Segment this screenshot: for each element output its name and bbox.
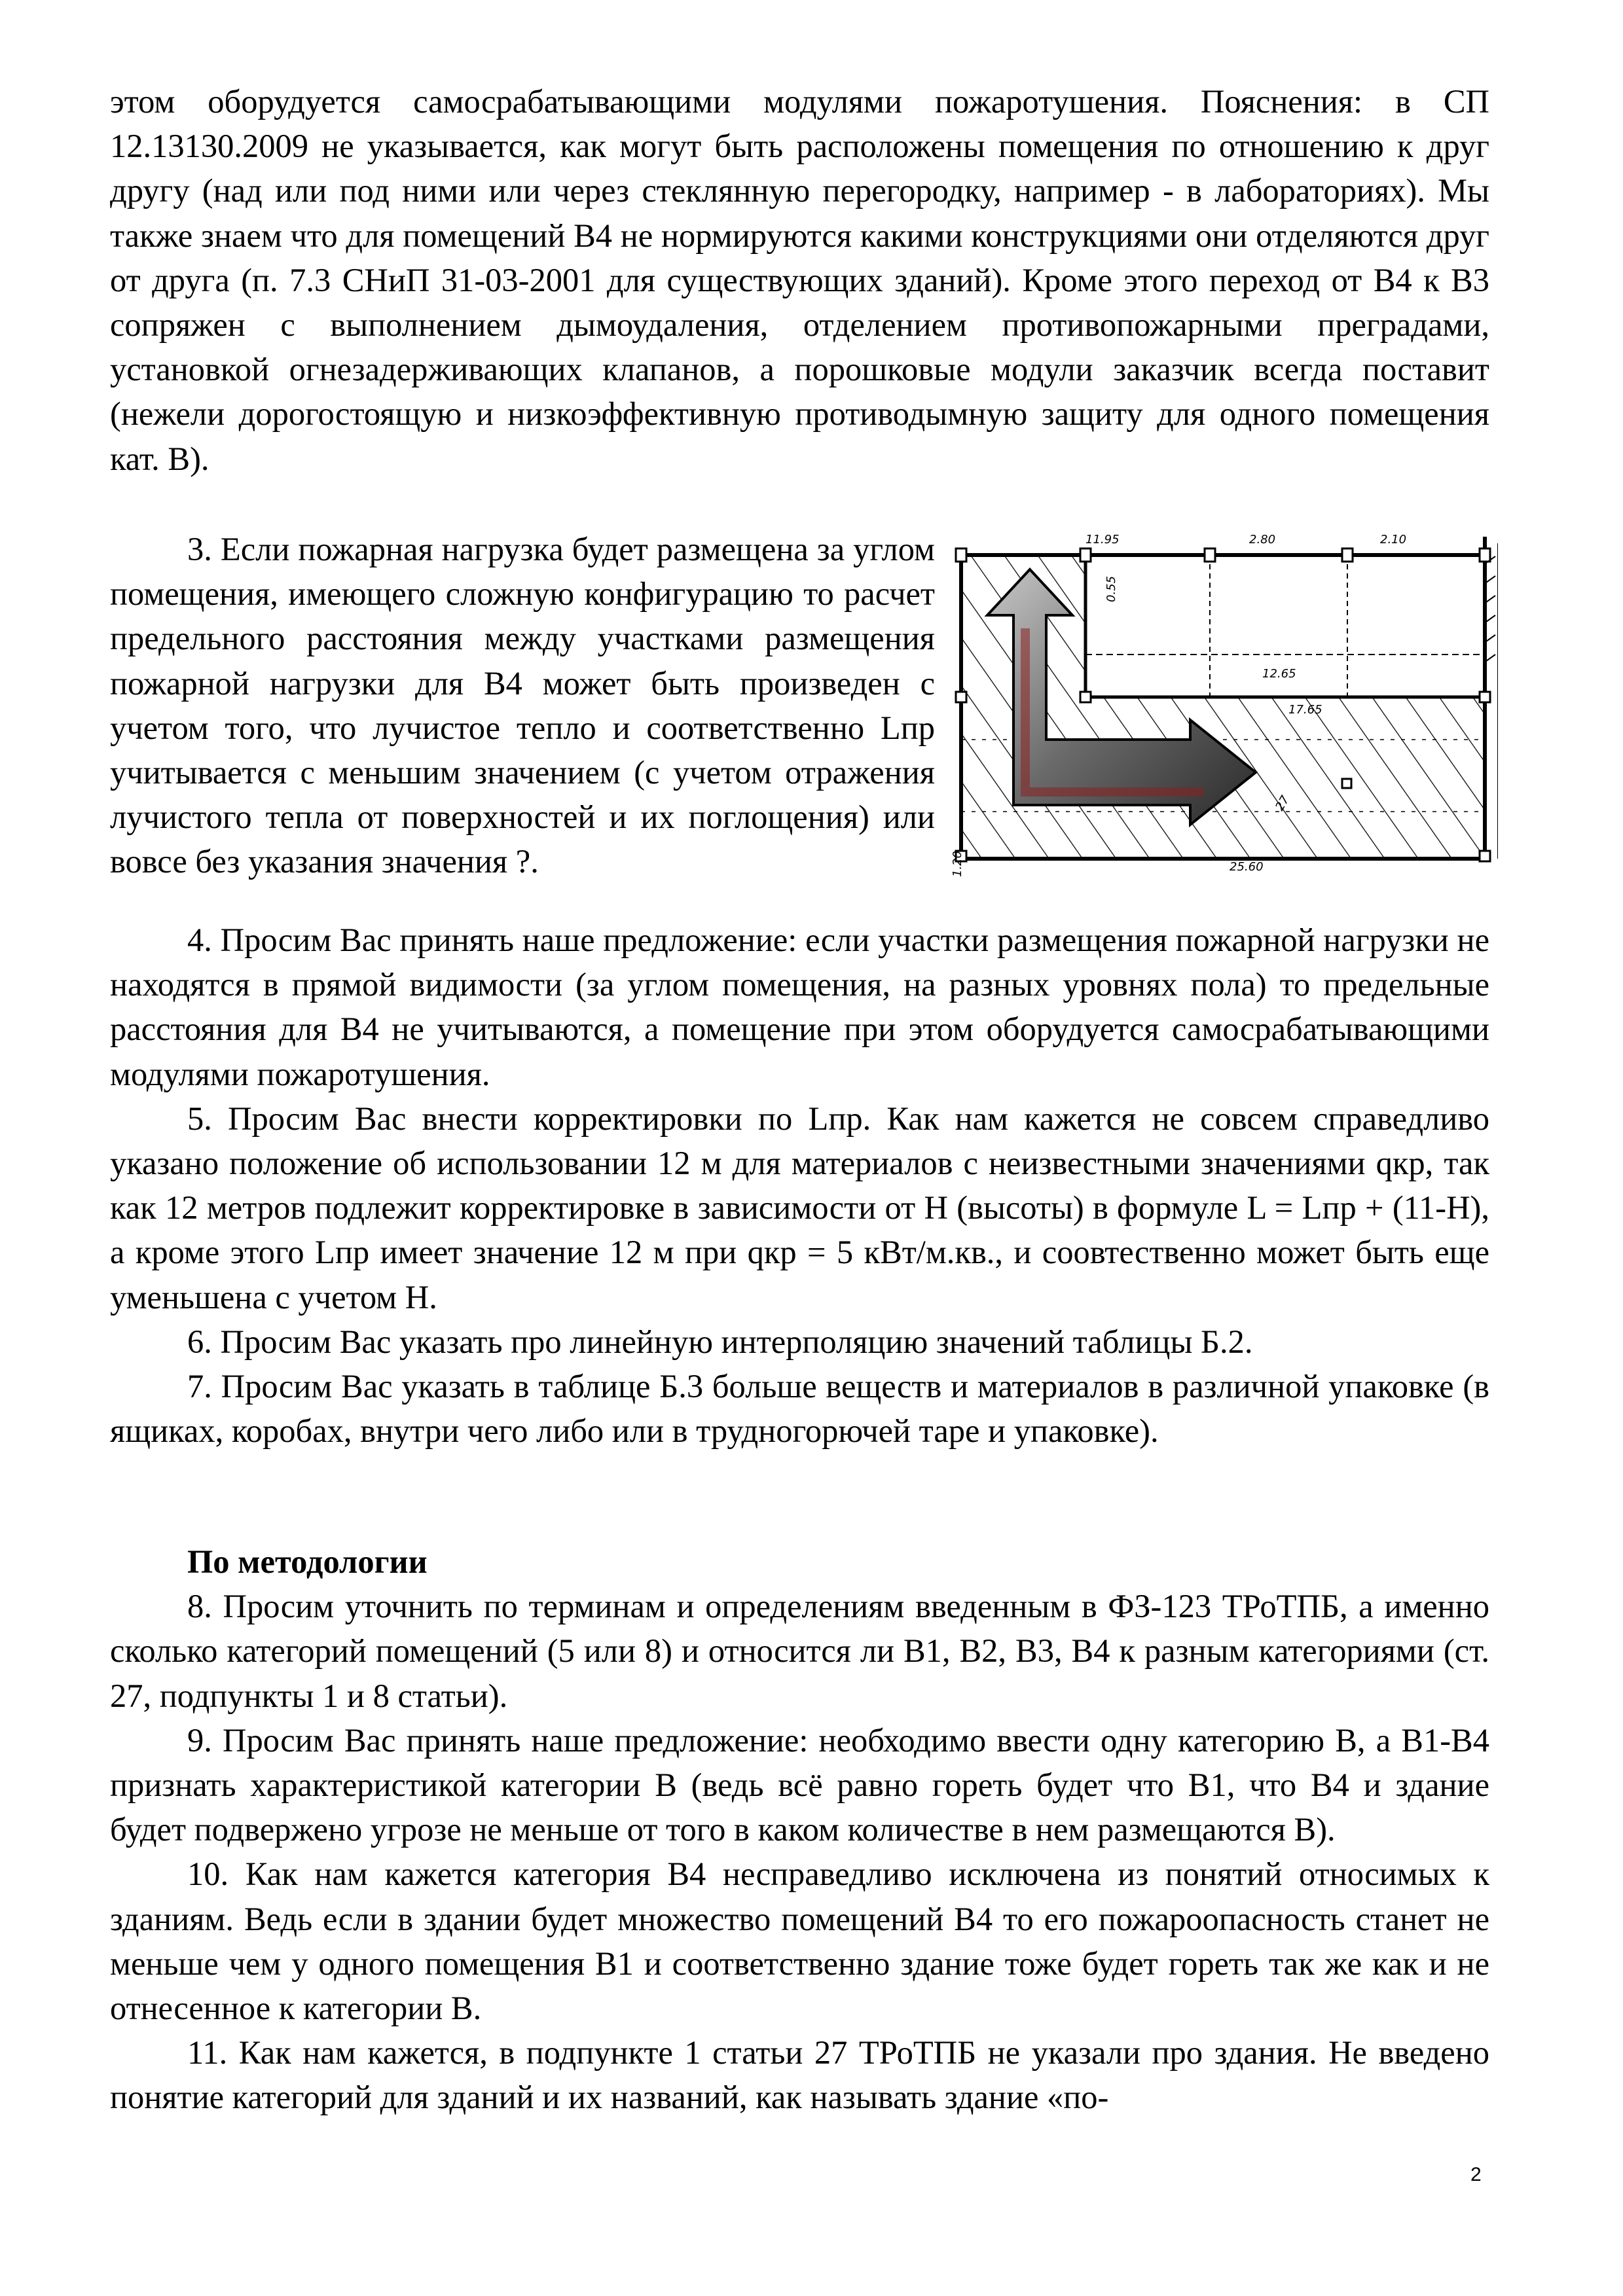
floor-plan-figure	[948, 524, 1498, 897]
dim-label-vert2: 1.20	[951, 850, 964, 877]
paragraph-item-11: 11. Как нам кажется, в подпункте 1 статьи 27 ТРоТПБ не указали про здания. Не введено понятие категорий для зданий и их названий, как называть здание «по-	[110, 2034, 1489, 2116]
text-block-methodology	[110, 1539, 1489, 2120]
paragraph-item-5: 5. Просим Вас внести корректировки по Lпр. Как нам кажется не совсем справедливо указано положение об использовании 12 м для материалов с неизвестными значениями qкр, так как 12 метров подлежит корректировке в зависимости от Н (высоты) в формуле L = Lпр + (11-Н), а кроме этого Lпр имеет значение 12 м при qкр = 5 кВт/м.кв., и соовтественно может быть еще уменьшена с учетом Н.	[110, 1100, 1489, 1316]
wall-hatching-right	[1486, 556, 1495, 661]
paragraph-continuation: этом оборудуется самосрабатывающими модулями пожаротушения. Пояснения: в СП 12.13130.2009 не указывается, как могут быть расположены помещения по отношению к друг другу (над или под ними или через стеклянную перегородку, например - в лабораториях). Мы также знаем что для помещений В4 не нормируются какими конструкциями они отделяются друг от друга (п. 7.3 СНиП 31-03-2001 для существующих зданий). Кроме этого переход от В4 к В3 сопряжен с выполнением дымоудаления, отделением противопожарными преградами, установкой огнезадерживающих клапанов, а порошковые модули заказчик всегда поставит (нежели дорогостоящую и низкоэффективную противодымную защиту для одного помещения кат. В).	[110, 83, 1489, 477]
dim-label-mid2: 17.65	[1288, 703, 1322, 717]
paragraph-item-4: 4. Просим Вас принять наше предложение: если участки размещения пожарной нагрузки не находятся в прямой видимости (за углом помещения, на разных уровнях пола) то предельные расстояния для В4 не учитываются, а помещение при этом оборудуется самосрабатывающими модулями пожаротушения.	[110, 922, 1489, 1092]
dim-label-top1: 11.95	[1085, 533, 1120, 547]
dim-label-mid: 12.65	[1262, 667, 1296, 681]
paragraph-item-3: 3. Если пожарная нагрузка будет размещена за углом помещения, имеющего сложную конфигурацию то расчет предельного расстояния между участками размещения пожарной нагрузки для В4 может быть произведен с учетом того, что лучистое тепло и соответственно Lпр учитывается с меньшим значением (с учетом отражения лучистого тепла от поверхностей и их поглощения) или вовсе без указания значения ?.	[110, 531, 935, 880]
paragraph-item-9: 9. Просим Вас принять наше предложение: необходимо ввести одну категорию В, а В1-В4 признать характеристикой категории В (ведь всё равно гореть будет что В1, что В4 и здание будет подвержено угрозе не меньше от того в каком количестве в нем размещаются В).	[110, 1721, 1489, 1848]
paragraph-item-8: 8. Просим уточнить по терминам и определениям введенным в ФЗ-123 ТРоТПБ, а именно сколько категорий помещений (5 или 8) и относится ли В1, В2, В3, В4 к разным категориями (ст. 27, подпункты 1 и 8 статьи).	[110, 1588, 1489, 1714]
section-heading: По методологии	[187, 1543, 428, 1580]
dim-label-bottom: 25.60	[1230, 860, 1264, 874]
dim-label-diag: 27	[1273, 793, 1292, 814]
page-number: 2	[1470, 2164, 1482, 2185]
text-block-top	[110, 79, 1489, 481]
dim-label-top2: 2.80	[1249, 533, 1276, 547]
dim-label-vert1: 0.55	[1104, 575, 1118, 602]
paragraph-item-10: 10. Как нам кажется категория В4 несправедливо исключена из понятий относимых к зданиям. Ведь если в здании будет множество помещений В4 то его пожароопасность станет не меньше чем у одного помещения В1 и соответственно здание тоже будет гореть так же как и не отнесенное к категории В.	[110, 1856, 1489, 2027]
paragraph-item-6: 6. Просим Вас указать про линейную интерполяцию значений таблицы Б.2.	[187, 1323, 1253, 1360]
text-block-item3	[110, 527, 935, 884]
text-block-items-4-7	[110, 918, 1489, 1453]
paragraph-item-7: 7. Просим Вас указать в таблице Б.3 больше веществ и материалов в различной упаковке (в ящиках, коробах, внутри чего либо или в трудногорючей таре и упаковке).	[110, 1368, 1489, 1450]
dim-label-top3: 2.10	[1380, 533, 1407, 547]
